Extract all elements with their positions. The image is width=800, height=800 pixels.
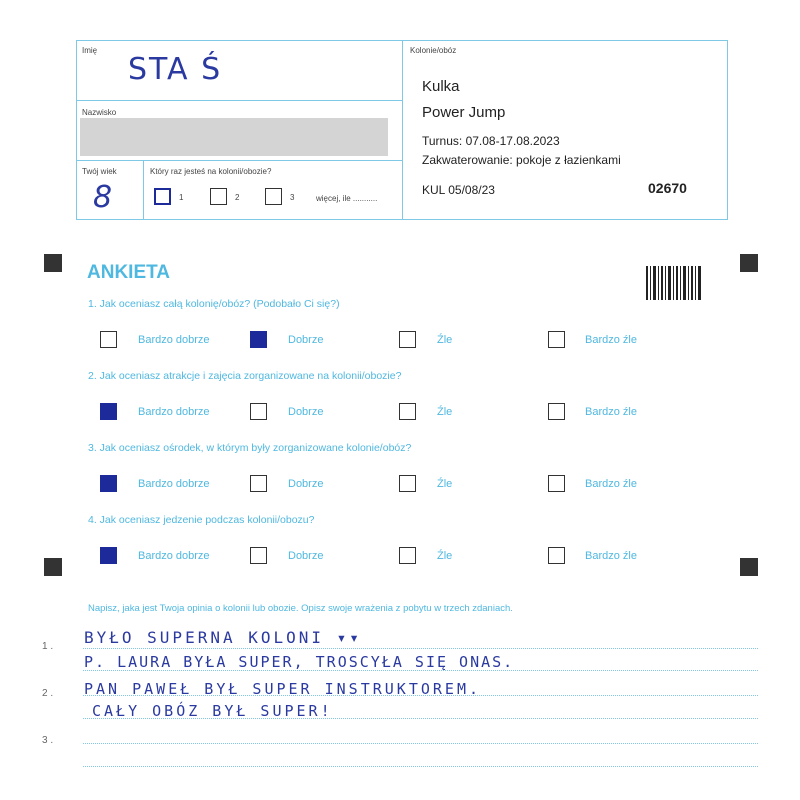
q3-option-label: Bardzo dobrze (138, 478, 210, 490)
barcode (646, 266, 702, 300)
q2-dobrze-checkbox[interactable] (250, 403, 267, 420)
q1-option-label: Źle (437, 334, 453, 346)
writing-line (83, 648, 758, 649)
writing-line (83, 766, 758, 767)
q4-option-label: Źle (437, 550, 453, 562)
camp-number: 02670 (648, 180, 687, 196)
survey-title: ANKIETA (87, 262, 171, 283)
q2-option-label: Bardzo źle (585, 406, 637, 418)
times-option-3-checkbox[interactable] (265, 188, 282, 205)
q3-bardzo-zle-checkbox[interactable] (548, 475, 565, 492)
q1-option-label: Bardzo dobrze (138, 334, 210, 346)
times-option-1-checkbox[interactable] (154, 188, 171, 205)
q1-dobrze-checkbox[interactable] (250, 331, 267, 348)
times-option-3-label: 3 (290, 193, 295, 202)
q2-option-label: Dobrze (288, 406, 324, 418)
registration-marker-bottom-left (44, 558, 62, 576)
handwriting-line-2: P. LAURA BYŁA SUPER, TROSCYŁA SIĘ ONAS. (84, 653, 515, 671)
q4-bardzo-dobrze-checkbox[interactable] (100, 547, 117, 564)
q4-zle-checkbox[interactable] (399, 547, 416, 564)
handwriting-line-3: PAN PAWEŁ BYŁ SUPER INSTRUKTOREM. (84, 680, 482, 698)
q1-option-label: Bardzo źle (585, 334, 637, 346)
header-divider-vertical (402, 40, 403, 220)
q4-option-label: Bardzo dobrze (138, 550, 210, 562)
q1-zle-checkbox[interactable] (399, 331, 416, 348)
handwriting-line-4: CAŁY OBÓZ BYŁ SUPER! (92, 702, 333, 720)
camp-code: KUL 05/08/23 (422, 183, 495, 197)
age-label: Twój wiek (82, 167, 117, 176)
registration-marker-bottom-right (740, 558, 758, 576)
camp-label: Kolonie/obóz (410, 46, 457, 55)
times-option-1-label: 1 (179, 193, 184, 202)
registration-marker-top-left (44, 254, 62, 272)
camp-turnus: Turnus: 07.08-17.08.2023 (422, 134, 560, 148)
q2-bardzo-dobrze-checkbox[interactable] (100, 403, 117, 420)
header-divider-2 (76, 160, 402, 161)
q3-zle-checkbox[interactable] (399, 475, 416, 492)
q3-option-label: Źle (437, 478, 453, 490)
q2-bardzo-zle-checkbox[interactable] (548, 403, 565, 420)
times-option-2-label: 2 (235, 193, 240, 202)
q3-option-label: Dobrze (288, 478, 324, 490)
camp-program: Power Jump (422, 104, 506, 121)
surname-label: Nazwisko (82, 108, 117, 117)
q1-bardzo-zle-checkbox[interactable] (548, 331, 565, 348)
q2-zle-checkbox[interactable] (399, 403, 416, 420)
q1-option-label: Dobrze (288, 334, 324, 346)
question-4-text: 4. Jak oceniasz jedzenie podczas kolonii/obozu? (88, 514, 315, 526)
header-divider-1 (76, 100, 402, 101)
question-1-text: 1. Jak oceniasz całą kolonię/obóz? (Podobało Ci się?) (88, 298, 340, 310)
q4-option-label: Bardzo źle (585, 550, 637, 562)
q4-bardzo-zle-checkbox[interactable] (548, 547, 565, 564)
surname-redacted (80, 118, 388, 156)
line-number-3: 3 . (42, 735, 54, 746)
times-label: Który raz jesteś na kolonii/obozie? (150, 167, 272, 176)
q3-option-label: Bardzo źle (585, 478, 637, 490)
name-label: Imię (82, 46, 98, 55)
opinion-prompt: Napisz, jaka jest Twoja opinia o kolonii lub obozie. Opisz swoje wrażenia z pobytu w trzech zdaniach. (88, 603, 513, 614)
times-more-label: więcej, ile ........... (316, 194, 378, 203)
times-option-2-checkbox[interactable] (210, 188, 227, 205)
question-3-text: 3. Jak oceniasz ośrodek, w którym były zorganizowane kolonie/obóz? (88, 442, 412, 454)
name-value: STA Ś (128, 52, 223, 87)
age-value: 8 (93, 180, 113, 215)
handwriting-line-1: BYŁO SUPERNA KOLONI ▾▾ (84, 628, 362, 647)
camp-accommodation: Zakwaterowanie: pokoje z łazienkami (422, 153, 621, 167)
question-2-text: 2. Jak oceniasz atrakcje i zajęcia zorganizowane na kolonii/obozie? (88, 370, 402, 382)
line-number-1: 1 . (42, 641, 54, 652)
registration-marker-top-right (740, 254, 758, 272)
q1-bardzo-dobrze-checkbox[interactable] (100, 331, 117, 348)
writing-line (83, 743, 758, 744)
q3-bardzo-dobrze-checkbox[interactable] (100, 475, 117, 492)
line-number-2: 2 . (42, 688, 54, 699)
q2-option-label: Bardzo dobrze (138, 406, 210, 418)
header-divider-age (143, 160, 144, 220)
q4-dobrze-checkbox[interactable] (250, 547, 267, 564)
q2-option-label: Źle (437, 406, 453, 418)
q3-dobrze-checkbox[interactable] (250, 475, 267, 492)
q4-option-label: Dobrze (288, 550, 324, 562)
camp-name: Kulka (422, 78, 460, 95)
